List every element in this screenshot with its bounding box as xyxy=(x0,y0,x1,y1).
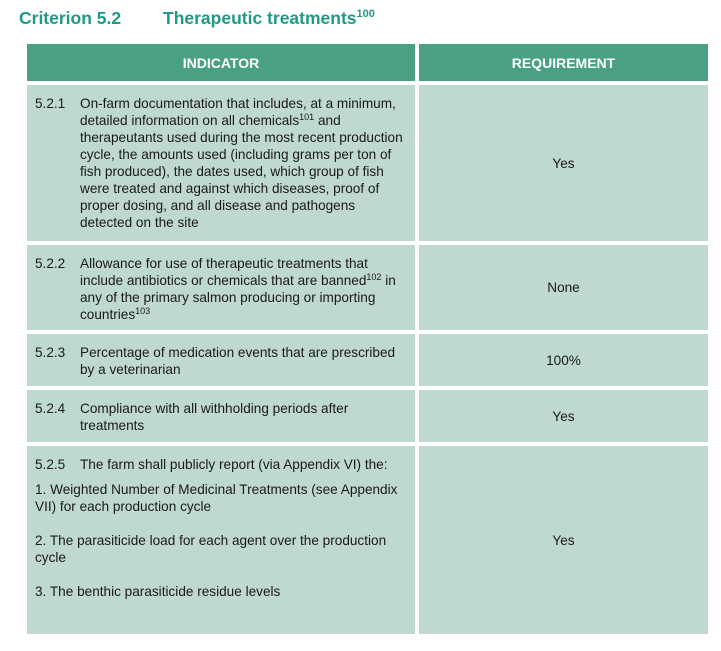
column-header-requirement: REQUIREMENT xyxy=(419,44,708,81)
criterion-title: Therapeutic treatments xyxy=(163,8,357,28)
indicator-number: 5.2.3 xyxy=(35,345,66,360)
indicator-number: 5.2.1 xyxy=(35,96,66,111)
indicator-text: The farm shall publicly report (via Appendix VI) the: xyxy=(80,457,388,472)
requirement-cell: Yes xyxy=(419,85,708,241)
criterion-code: Criterion 5.2 xyxy=(19,8,122,28)
requirement-cell: None xyxy=(419,245,708,330)
indicator-text: Allowance for use of therapeutic treatments that include antibiotics or chemicals that are banned$^{102}$ in any of the primary salmon producing or importing countries$^{103}$ xyxy=(80,256,396,322)
indicator-cell xyxy=(27,334,415,386)
footnote-ref: 100 xyxy=(356,8,375,20)
indicator-cell xyxy=(27,390,415,442)
list-item: 2. The parasiticide load for each agent over the production cycle xyxy=(35,533,387,565)
indicator-cell xyxy=(27,446,415,634)
list-item: 3. The benthic parasiticide residue levels xyxy=(35,584,281,599)
indicator-number: 5.2.2 xyxy=(35,256,66,271)
footnote-ref: 103 xyxy=(135,306,151,316)
indicator-text: Percentage of medication events that are prescribed by a veterinarian xyxy=(80,345,396,377)
indicator-number: 5.2.5 xyxy=(35,457,66,472)
indicator-cell xyxy=(27,85,415,241)
indicator-cell xyxy=(27,245,415,330)
criteria-table xyxy=(27,44,708,634)
list-item: 1. Weighted Number of Medicinal Treatments (see Appendix VII) for each production cycle xyxy=(35,482,398,514)
requirement-cell: 100% xyxy=(419,334,708,386)
column-header-indicator: INDICATOR xyxy=(27,44,415,81)
requirement-cell: Yes xyxy=(419,390,708,442)
requirement-cell: Yes xyxy=(419,446,708,634)
criterion-heading xyxy=(19,8,375,29)
indicator-text: Compliance with all withholding periods after treatments xyxy=(80,401,349,433)
indicator-number: 5.2.4 xyxy=(35,401,66,416)
footnote-ref: 102 xyxy=(366,272,382,282)
indicator-text: On-farm documentation that includes, at a minimum, detailed information on all chemicals$^{101}$ and therapeutants used during the most recent production cycle, the amounts used (including grams per ton of fish produced), the dates used, which group of fish were treated and against which diseases, proof of proper dosing, and all disease and pathogens detected on the site xyxy=(80,96,403,230)
footnote-ref: 101 xyxy=(299,112,315,122)
